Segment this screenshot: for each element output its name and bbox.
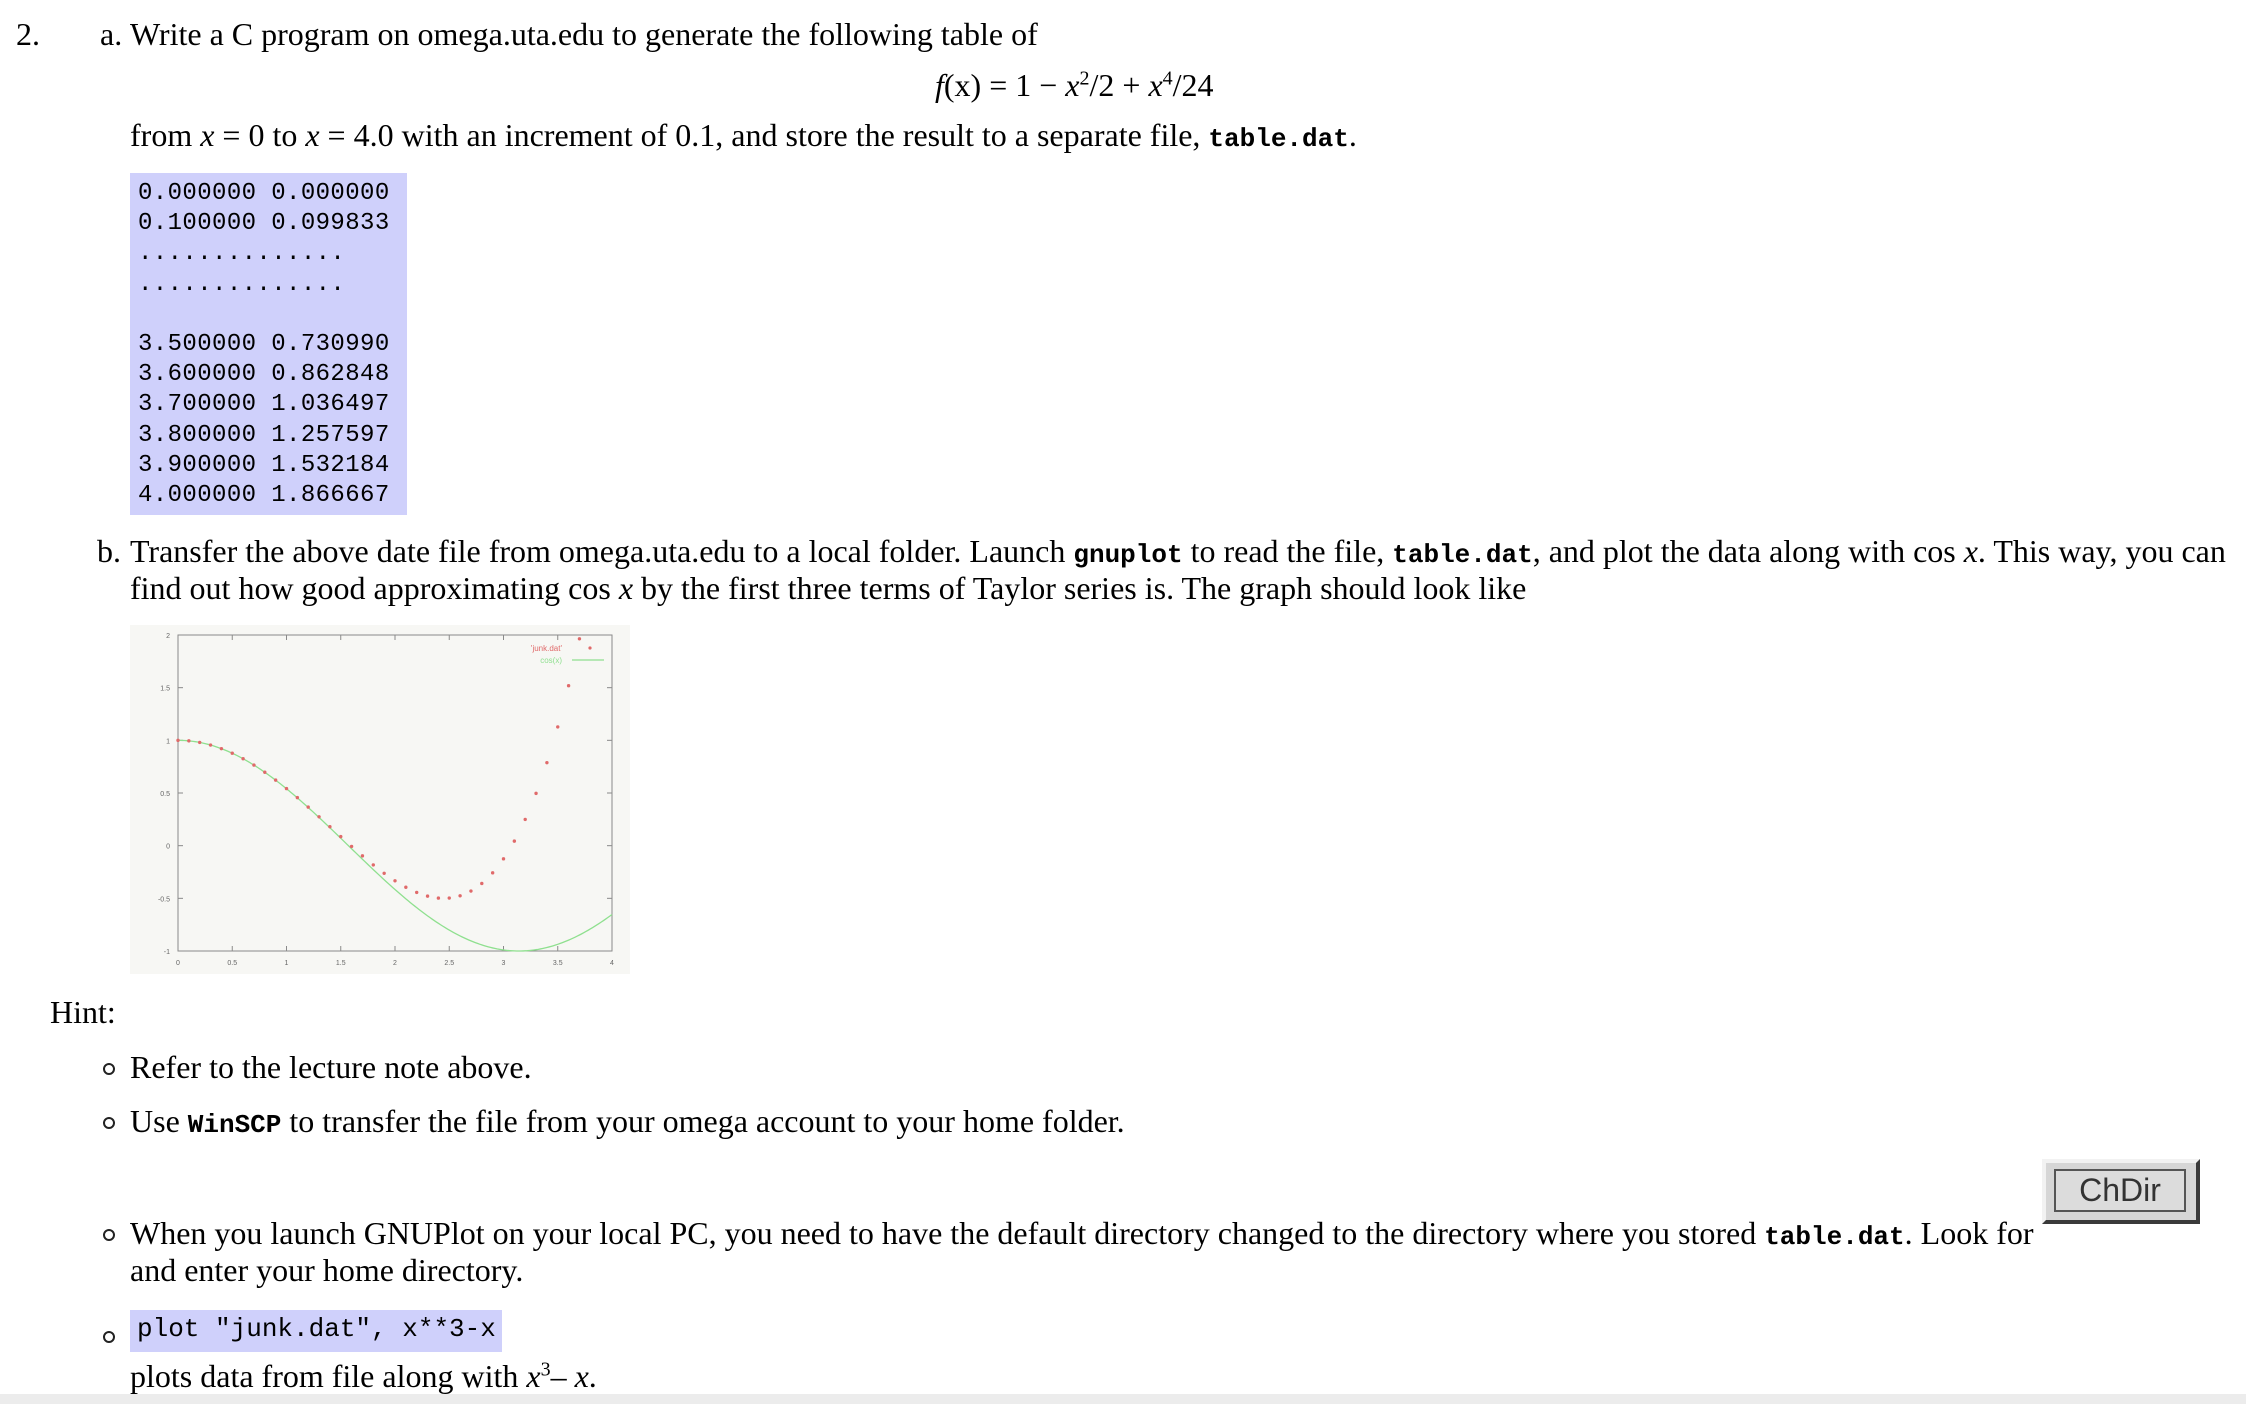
y-tick-label: 1.5 — [160, 685, 170, 693]
filename-code: table.dat — [1764, 1222, 1905, 1252]
bullet-icon — [103, 1331, 115, 1343]
bottom-scroll-strip — [0, 1394, 2246, 1404]
x-tick-label: 3.5 — [552, 960, 563, 967]
table-line: 3.600000 0.862848 — [138, 361, 390, 389]
table-line: .............. — [138, 270, 346, 298]
data-point — [448, 896, 451, 899]
gnuplot-graph — [130, 625, 630, 974]
data-point — [263, 771, 266, 774]
data-point — [176, 739, 179, 742]
part-b-label: b. — [97, 533, 121, 569]
y-tick-label: -0.5 — [157, 896, 170, 904]
bullet-icon — [103, 1063, 115, 1075]
hint-item-2: Use WinSCP to transfer the file from your omega account to your home folder. — [130, 1103, 1125, 1140]
problem-number: 2. — [16, 16, 40, 52]
table-output-block — [130, 173, 407, 515]
data-point — [578, 637, 581, 640]
plot-command-code: plot "junk.dat", x**3-x — [130, 1310, 502, 1352]
x-tick-label: 3 — [501, 960, 506, 967]
data-points-layer — [176, 637, 581, 900]
data-point — [339, 835, 342, 838]
data-point — [491, 871, 494, 874]
table-line: 4.000000 1.866667 — [138, 481, 390, 509]
y-tick-label: 2 — [166, 633, 170, 640]
plot-svg — [130, 625, 630, 974]
data-point — [209, 743, 212, 746]
x-tick-label: 0 — [176, 960, 180, 967]
table-line: 3.800000 1.257597 — [138, 421, 390, 449]
data-point — [404, 886, 407, 889]
data-point — [187, 739, 190, 742]
part-b-line-2: find out how good approximating cos x by the first three terms of Taylor series is. The graph should look like — [130, 570, 1527, 606]
cos-curve-layer — [178, 740, 612, 951]
data-point — [328, 825, 331, 828]
bullet-icon — [103, 1117, 115, 1129]
y-axis-ticks — [158, 633, 612, 956]
data-point — [556, 725, 559, 728]
data-point — [534, 792, 537, 795]
cos-series-line — [178, 740, 612, 951]
gnuplot-code: gnuplot — [1073, 540, 1183, 570]
plot-frame — [178, 635, 612, 951]
data-point — [307, 805, 310, 808]
winscp-code: WinSCP — [187, 1110, 282, 1140]
data-point — [415, 891, 418, 894]
data-point — [437, 896, 440, 899]
table-line: 3.700000 1.036497 — [138, 391, 390, 419]
table-line: 0.000000 0.000000 — [138, 180, 390, 207]
table-line: .............. — [138, 240, 346, 268]
plot-legend — [531, 644, 604, 665]
hint-item-3-continued: and enter your home directory. — [130, 1252, 524, 1288]
data-point — [545, 761, 548, 764]
data-point — [241, 757, 244, 760]
y-tick-label: 0 — [166, 843, 170, 851]
legend-label-junk: 'junk.dat' — [530, 644, 562, 653]
data-point — [382, 872, 385, 875]
data-point — [480, 882, 483, 885]
x-tick-label: 1 — [284, 960, 289, 967]
chdir-button[interactable] — [2042, 1159, 2200, 1224]
chdir-button-label: ChDir — [2054, 1169, 2186, 1212]
table-line — [138, 300, 407, 330]
legend-point-marker — [588, 646, 591, 649]
data-point — [285, 787, 288, 790]
data-point — [502, 857, 505, 860]
data-point — [220, 747, 223, 750]
data-point — [350, 845, 353, 848]
y-tick-label: 1 — [166, 738, 170, 746]
data-point — [469, 889, 472, 892]
x-tick-label: 4 — [610, 960, 614, 967]
part-a-intro: Write a C program on omega.uta.edu to generate the following table of — [130, 16, 1038, 52]
part-a-label: a. — [100, 16, 123, 52]
data-point — [231, 752, 234, 755]
data-point — [524, 818, 527, 821]
data-point — [252, 763, 255, 766]
data-point — [426, 894, 429, 897]
x-tick-label: 2 — [393, 960, 397, 967]
x-tick-label: 2.5 — [444, 960, 455, 967]
x-tick-label: 0.5 — [227, 960, 238, 967]
data-point — [513, 839, 516, 842]
data-point — [296, 796, 299, 799]
data-point — [458, 894, 461, 897]
data-point — [361, 854, 364, 857]
data-point — [274, 778, 277, 781]
filename-code: table.dat — [1208, 124, 1349, 154]
hint-item-1: Refer to the lecture note above. — [130, 1049, 532, 1085]
data-point — [198, 741, 201, 744]
table-line: 3.500000 0.730990 — [138, 330, 390, 358]
hint-item-3: When you launch GNUPlot on your local PC, you need to have the default directory changed to the directory where you stored table.dat. Look for — [130, 1215, 2034, 1252]
legend-label-cos: cos(x) — [540, 656, 562, 665]
bullet-icon — [103, 1229, 115, 1241]
data-point — [567, 684, 570, 687]
y-tick-label: 0.5 — [160, 791, 170, 798]
formula: $f(x) = 1 - x^2/2 + x^4/24$ — [935, 67, 1214, 103]
range-sentence: from x = 0 to x = 4.0 with an increment of 0.1, and store the result to a separate file, table.dat. — [130, 117, 1357, 154]
x-axis-ticks — [176, 635, 614, 967]
hint-title: Hint: — [50, 994, 116, 1030]
table-line: 3.900000 1.532184 — [138, 451, 390, 479]
data-point — [393, 879, 396, 882]
data-point — [372, 863, 375, 866]
y-tick-label: -1 — [163, 949, 170, 956]
x-tick-label: 1.5 — [335, 960, 346, 967]
plot-command-description: plots data from file along with $x^3-$ x. — [130, 1358, 597, 1394]
table-line: 0.100000 0.099833 — [138, 210, 390, 238]
part-b-line-1: Transfer the above date file from omega.uta.edu to a local folder. Launch gnuplot to read the file, table.dat, and plot the data along with cos x. This way, you can — [130, 533, 2226, 570]
filename-code: table.dat — [1392, 540, 1533, 570]
data-point — [317, 815, 320, 818]
